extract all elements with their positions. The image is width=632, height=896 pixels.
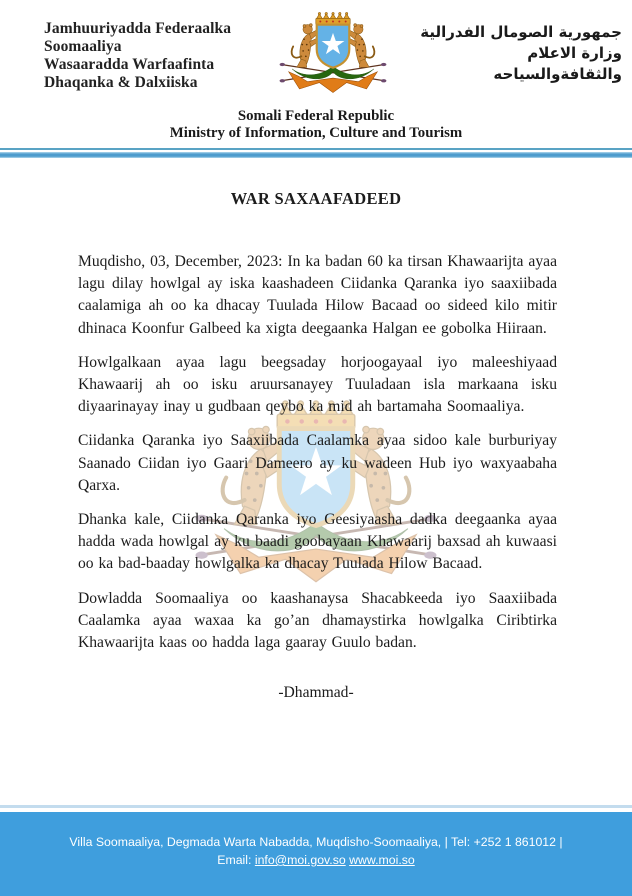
paragraph: Howlgalkaan ayaa lagu beegsaday horjoogayaal iyo maleeshiyaad Khawaarij ah oo isku aruursanayey Tuuladaan isla markaana isku diyaarinayay inay u gudbaan qeybo ka mid ah bartamaha Soomaaliya. [78, 353, 557, 416]
letterhead-somali-line: Soomaaliya [44, 38, 122, 55]
footer-email-label: Email: [217, 853, 252, 867]
document-title: WAR SAXAAFADEED [230, 189, 402, 208]
footer-email-link[interactable]: info@moi.gov.so [254, 853, 346, 867]
document-body [0, 189, 632, 702]
letterhead-divider [0, 148, 632, 158]
letterhead-arabic-line: وزارة الاعلام [527, 44, 622, 62]
paragraph: Dhanka kale, Ciidanka Qaranka iyo Geesiyaasha dadka deegaanka ayaa hadda wada howlgal ay ku baadi goobayaan Khawaarij baxsad ah kuwaasi oo ka bad-baaday howlgalka ka dhacay Tuulada Hilow Bacaad. [78, 511, 557, 573]
letterhead-english-line: Somali Federal Republic [237, 108, 395, 124]
footer-website-link[interactable]: www.moi.so [349, 853, 415, 867]
letterhead-english-title [0, 108, 632, 141]
letterhead-english-line: Ministry of Information, Culture and Tourism [169, 124, 463, 141]
paragraph: Ciidanka Qaranka iyo Saaxiibada Caalamka ayaa sidoo kale burburiyay Saanado Ciidan iyo Gaari Dameero ay ku wadeen Hub iyo waxyaabaha Qarxa. [78, 432, 557, 494]
letterhead-arabic-line: والثقافةوالسياحه [493, 65, 622, 83]
footer-band [0, 812, 632, 896]
footer-address: Villa Soomaaliya, Degmada Warta Nabadda, Muqdisho-Soomaaliya, | Tel: +252 1 861012 | [69, 835, 563, 849]
paragraphs [0, 251, 632, 654]
footer-divider [0, 805, 632, 808]
footer [0, 805, 632, 896]
letterhead-arabic-title [400, 14, 626, 85]
paragraph: Dowladda Soomaaliya oo kaashanaysa Shacabkeeda iyo Saaxiibada Caalamka ayaa waxaa ka go’an dhamaystirka howlgalka Ciribtirka Khawaarijta kaas oo hadda laga gaaray Guulo badan. [78, 589, 557, 652]
letterhead-somali-title [44, 14, 266, 92]
somalia-coat-of-arms-icon [274, 12, 392, 103]
letterhead [0, 0, 632, 158]
paragraph: Muqdisho, 03, December, 2023: In ka badan 60 ka tirsan Khawaarijta ayaa lagu dilay howlgal ay iska kaashadeen Ciidanka Qaranka iyo saaxiibada caalamiga ah oo ka dhacay Tuulada Hilow Bacaad oo sideed kilo mitir dhinaca Koonfur Galbeed ka xigta deegaanka Halgan ee gobolka Hiiraan. [78, 253, 557, 337]
letterhead-arabic-line: جمهورية الصومال الفدرالية [420, 23, 622, 41]
end-mark: -Dhammad- [278, 684, 354, 702]
letterhead-somali-line: Jamhuuriyadda Federaalka [44, 20, 232, 37]
letterhead-somali-line: Dhaqanka & Dalxiiska [44, 74, 198, 91]
footer-contact-line [0, 851, 632, 869]
letterhead-somali-line: Wasaaradda Warfaafinta [44, 56, 215, 73]
